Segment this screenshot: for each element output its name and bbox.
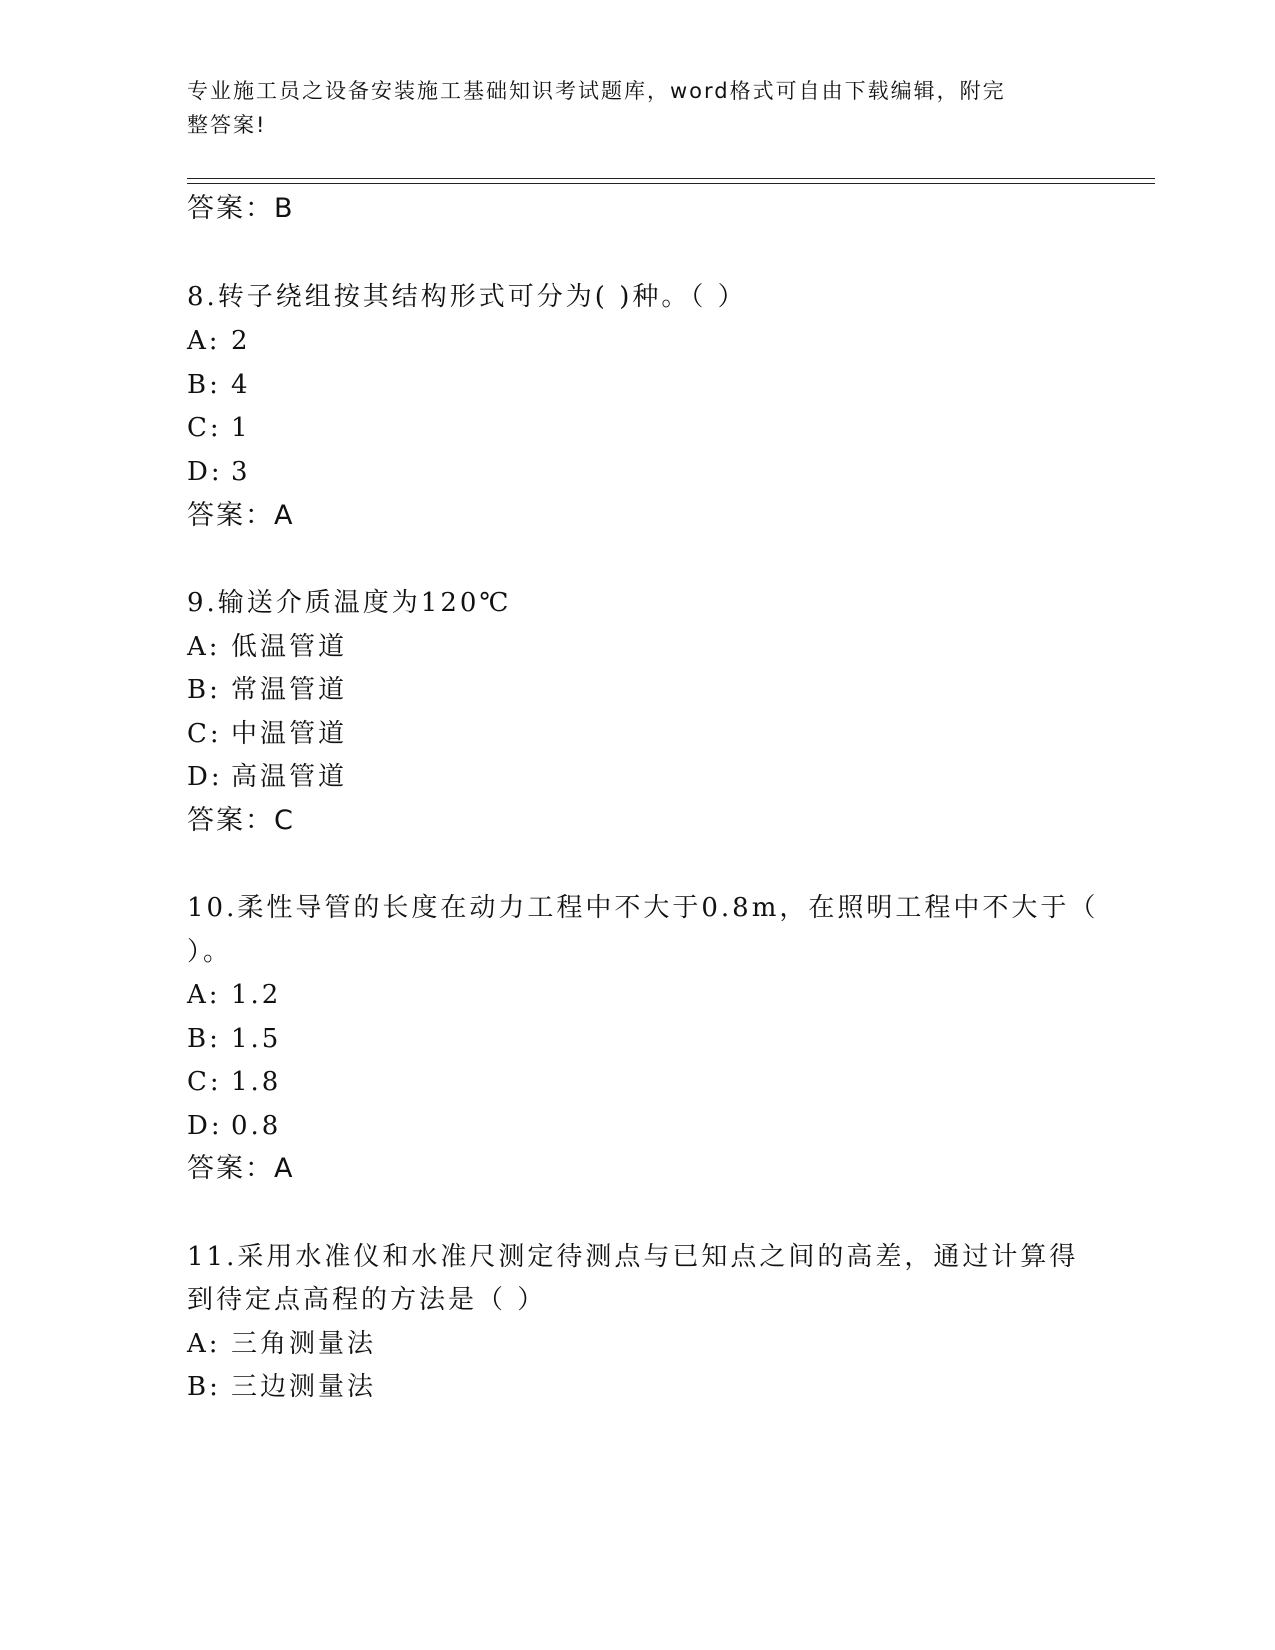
option-text: 0.8 (231, 1111, 282, 1141)
option-label: B: (187, 675, 221, 705)
question-9-option-c (187, 717, 347, 751)
question-11-option-b (187, 1370, 376, 1404)
option-label: D: (187, 457, 223, 487)
option-label: B: (187, 1372, 221, 1402)
question-10-option-b (187, 1022, 281, 1056)
option-text: 高温管道 (231, 762, 348, 792)
question-11-option-a (187, 1327, 376, 1361)
option-text: 低温管道 (231, 632, 348, 662)
question-9-stem: 9.输送介质温度为120℃ (187, 588, 512, 618)
question-10-stem-line-1: 10.柔性导管的长度在动力工程中不大于0.8m，在照明工程中不大于（ (187, 893, 1099, 923)
question-11-stem-line-2: 到待定点高程的方法是（ ） (187, 1285, 547, 1315)
option-label: B: (187, 370, 221, 400)
header-divider-bottom (187, 183, 1155, 184)
option-text: 1.2 (231, 980, 282, 1010)
question-8-option-c (187, 411, 251, 445)
option-text: 1.8 (231, 1067, 282, 1097)
previous-answer: 答案：B (187, 193, 295, 224)
option-text: 3 (231, 457, 251, 487)
option-label: D: (187, 1111, 223, 1141)
option-text: 中温管道 (231, 719, 348, 749)
option-text: 1 (231, 413, 251, 443)
option-text: 4 (231, 370, 251, 400)
question-10-stem-line-2: ）。 (187, 937, 233, 967)
question-8-stem: 8.转子绕组按其结构形式可分为( )种。（ ） (187, 282, 747, 312)
question-10-answer: 答案：A (187, 1153, 295, 1184)
option-label: C: (187, 413, 222, 443)
question-8-option-d (187, 455, 251, 489)
option-label: A: (187, 1329, 221, 1359)
option-label: C: (187, 719, 222, 749)
option-label: A: (187, 326, 221, 356)
option-label: C: (187, 1067, 222, 1097)
option-text: 1.5 (231, 1024, 282, 1054)
option-text: 常温管道 (231, 675, 348, 705)
question-9-option-b (187, 673, 347, 707)
option-text: 2 (231, 326, 251, 356)
question-8-option-b (187, 368, 251, 402)
question-9-option-a (187, 630, 347, 664)
header-title-line-1: 专业施工员之设备安装施工基础知识考试题库，word格式可自由下载编辑，附完 (187, 79, 1006, 103)
option-label: A: (187, 980, 221, 1010)
header-divider-top (187, 178, 1155, 179)
option-label: D: (187, 762, 223, 792)
question-10-option-a (187, 978, 281, 1012)
question-11-stem-line-1: 11.采用水准仪和水准尺测定待测点与已知点之间的高差，通过计算得 (187, 1242, 1079, 1272)
option-text: 三边测量法 (231, 1372, 377, 1402)
question-9-answer: 答案：C (187, 805, 295, 836)
option-text: 三角测量法 (231, 1329, 377, 1359)
option-label: A: (187, 632, 221, 662)
document-header (187, 74, 1067, 142)
question-8-option-a (187, 324, 251, 358)
question-10-option-c (187, 1065, 281, 1099)
question-9-option-d (187, 760, 347, 794)
option-label: B: (187, 1024, 221, 1054)
question-10-option-d (187, 1109, 281, 1143)
header-title-line-2: 整答案! (187, 113, 267, 137)
question-8-answer: 答案：A (187, 500, 295, 531)
